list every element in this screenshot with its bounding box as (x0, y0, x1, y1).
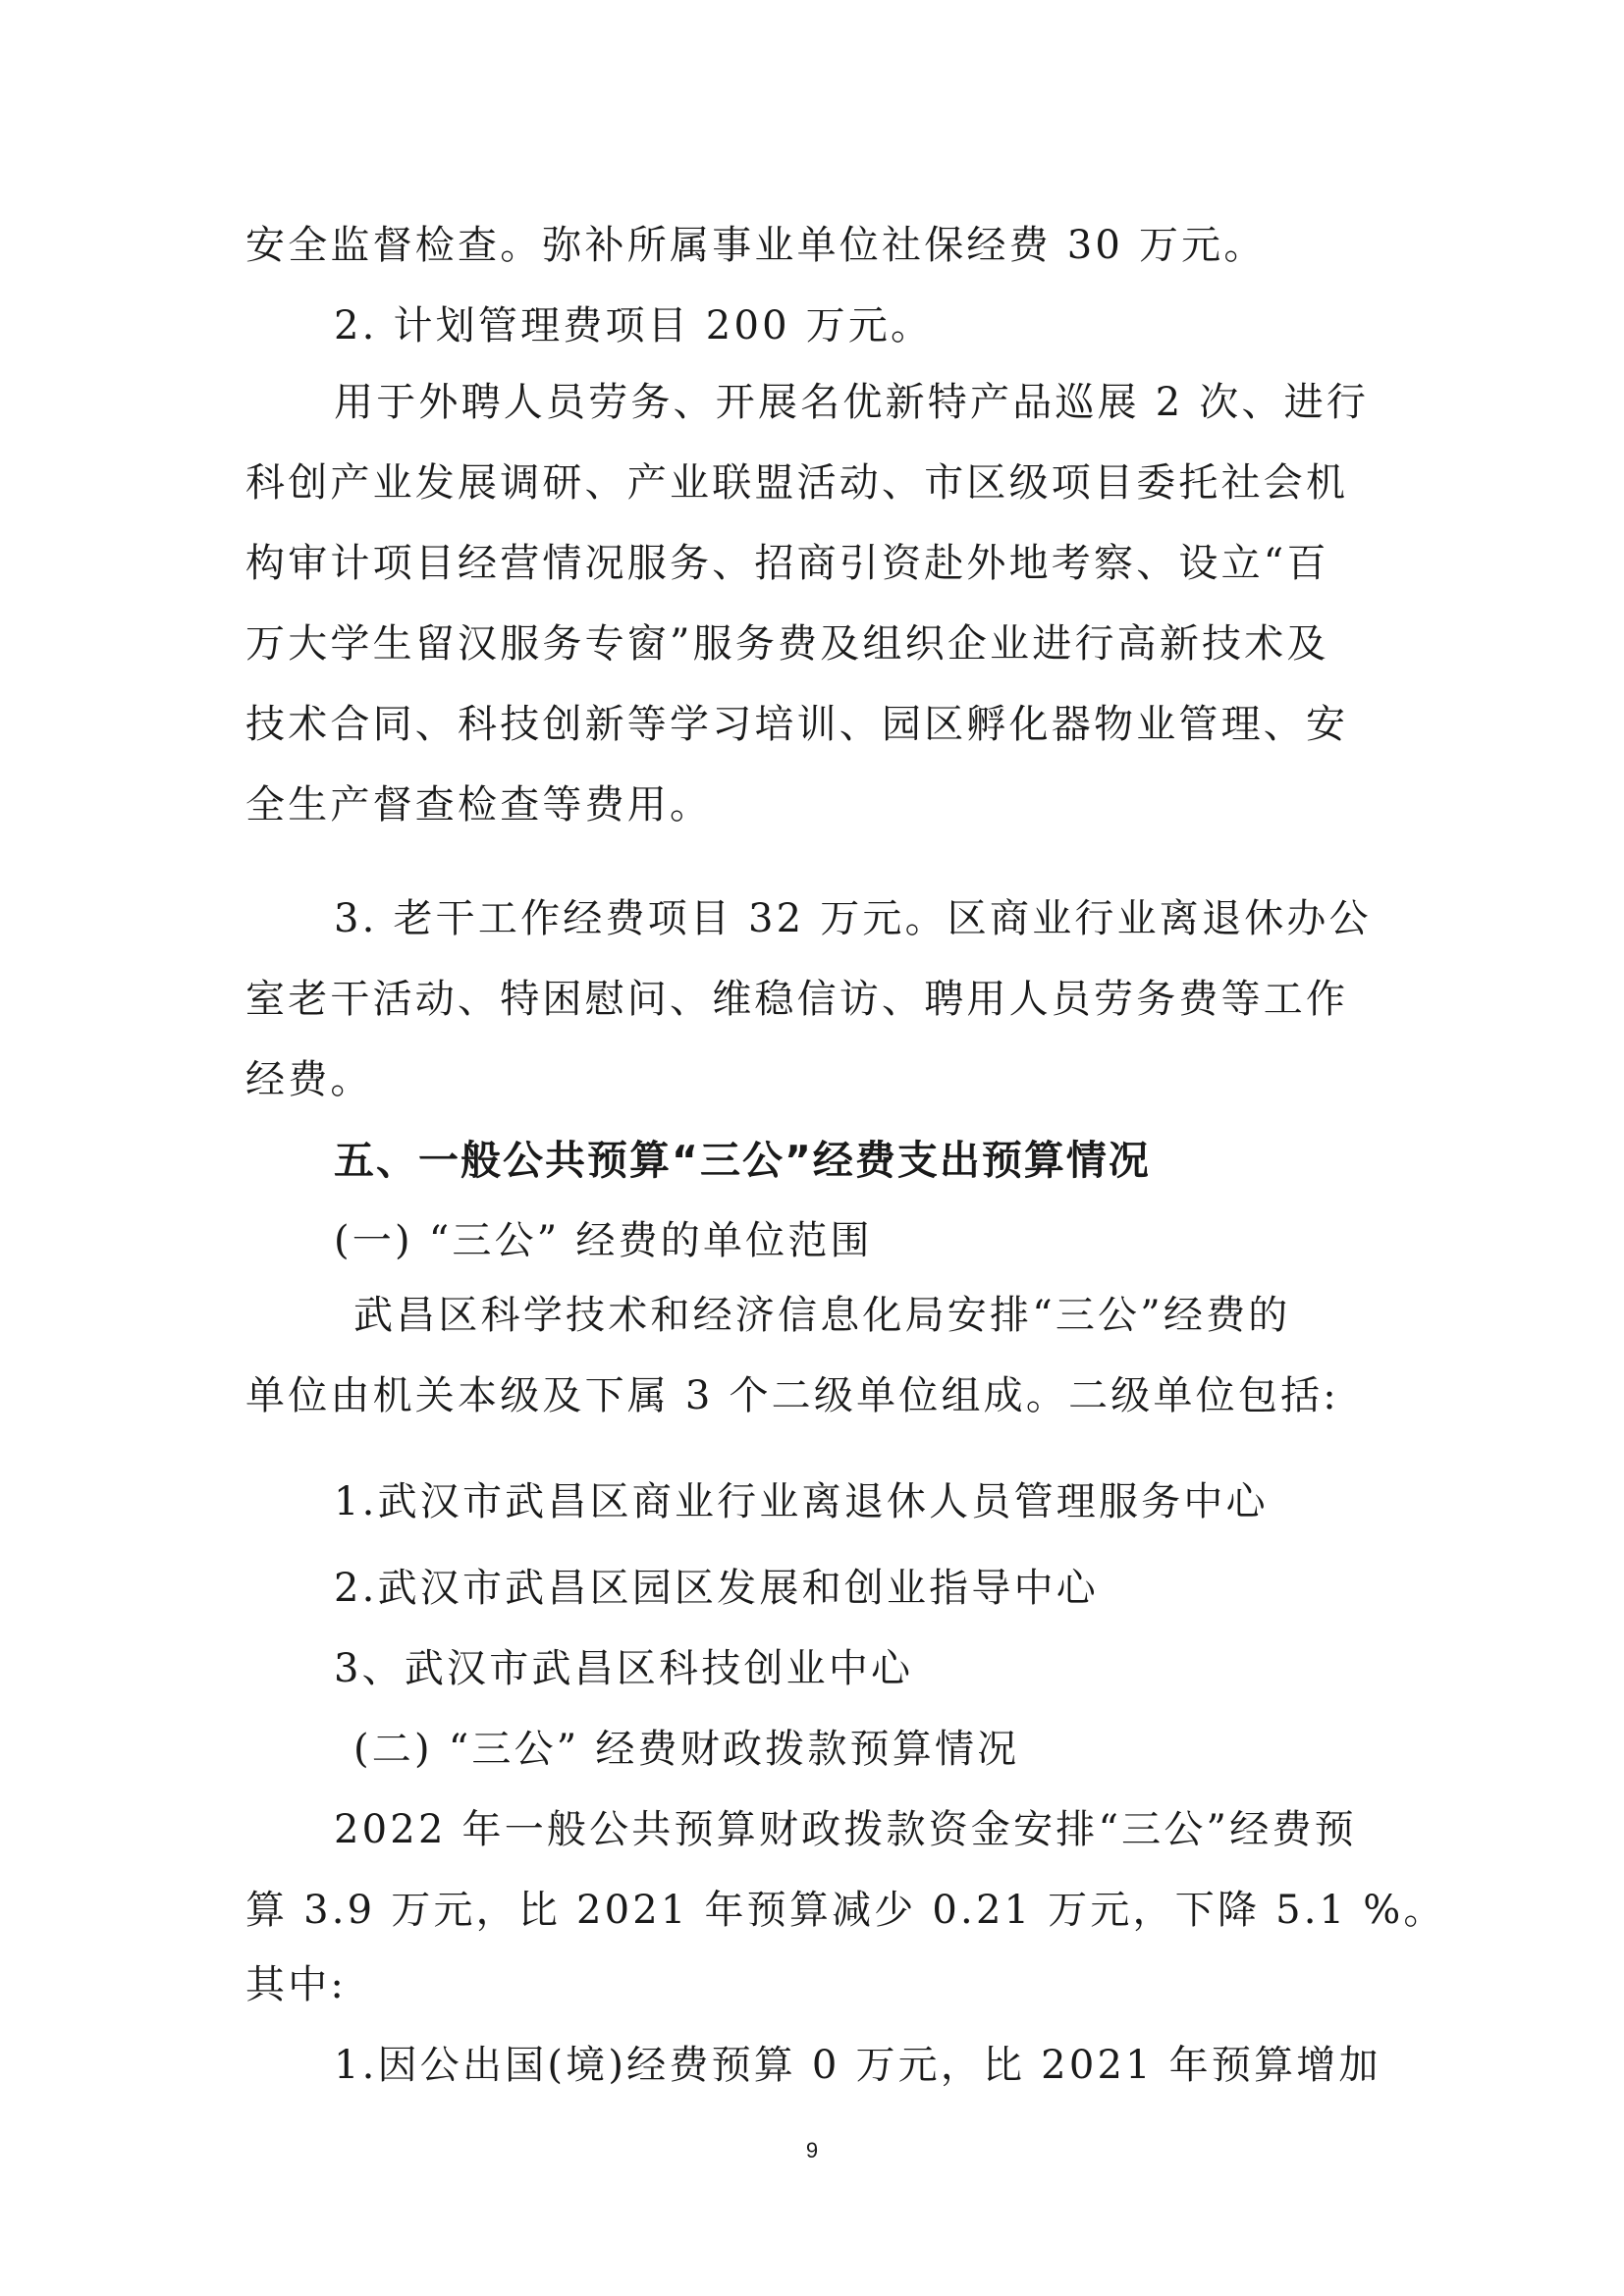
item-heading-planning-fee: 2. 计划管理费项目 200 万元。 (334, 303, 934, 348)
list-item: 3、武汉市武昌区科技创业中心 (334, 1646, 914, 1691)
paragraph-line: 技术合同、科技创新等学习培训、园区孵化器物业管理、安 (245, 702, 1349, 747)
paragraph-line: 1.因公出国(境)经费预算 0 万元，比 2021 年预算增加 (334, 2043, 1381, 2088)
subsection-heading: (一) “三公” 经费的单位范围 (334, 1218, 873, 1263)
section-heading: 五、一般公共预算“三公”经费支出预算情况 (334, 1137, 1151, 1184)
paragraph-line: 单位由机关本级及下属 3 个二级单位组成。二级单位包括: (245, 1373, 1339, 1418)
paragraph-line: 室老干活动、特困慰问、维稳信访、聘用人员劳务费等工作 (245, 977, 1349, 1022)
paragraph-line: 2022 年一般公共预算财政拨款资金安排“三公”经费预 (334, 1807, 1357, 1852)
paragraph-line: 全生产督查检查等费用。 (245, 782, 713, 828)
paragraph-line: 算 3.9 万元，比 2021 年预算减少 0.21 万元，下降 5.1 %。 (245, 1888, 1446, 1933)
paragraph-line: 万大学生留汉服务专窗”服务费及组织企业进行高新技术及 (245, 621, 1329, 667)
item-heading-veteran-fund: 3. 老干工作经费项目 32 万元。区商业行业离退休办公 (334, 896, 1372, 941)
list-item: 2.武汉市武昌区园区发展和创业指导中心 (334, 1566, 1099, 1611)
paragraph-line: 安全监督检查。弥补所属事业单位社保经费 30 万元。 (245, 223, 1267, 268)
paragraph-line: 科创产业发展调研、产业联盟活动、市区级项目委托社会机 (245, 460, 1349, 506)
list-item: 1.武汉市武昌区商业行业离退休人员管理服务中心 (334, 1479, 1269, 1524)
paragraph-line: 其中: (245, 1962, 348, 2007)
subsection-heading: (二) “三公” 经费财政拨款预算情况 (353, 1727, 1020, 1772)
page-number: 9 (805, 2138, 819, 2163)
paragraph-line: 武昌区科学技术和经济信息化局安排“三公”经费的 (353, 1293, 1291, 1338)
paragraph-line: 用于外聘人员劳务、开展名优新特产品巡展 2 次、进行 (334, 380, 1370, 425)
paragraph-line: 经费。 (245, 1057, 373, 1102)
paragraph-line: 构审计项目经营情况服务、招商引资赴外地考察、设立“百 (245, 541, 1329, 586)
